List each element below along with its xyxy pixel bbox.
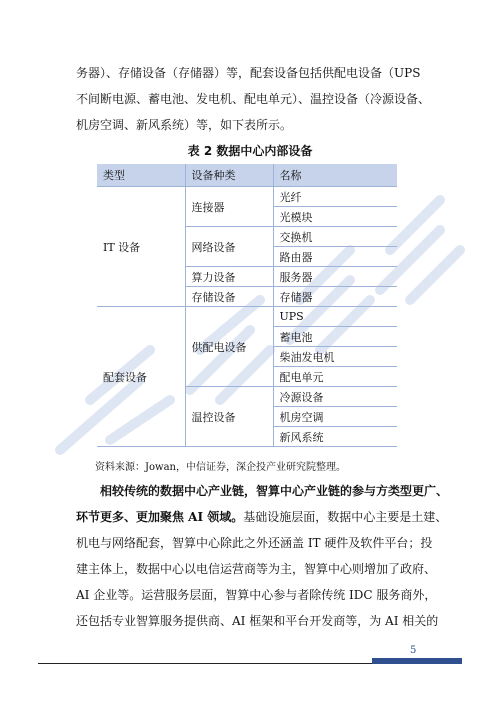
name-cell: 存储器 <box>273 287 397 307</box>
body-line: AI 企业等。运营服务层面，智算中心参与者除传统 IDC 服务商外， <box>76 588 437 602</box>
body-line: 建主体上，数据中心以电信运营商等为主，智算中心则增加了政府、 <box>76 562 437 576</box>
table-source-note: 资料来源：Jowan，中信证券，深企投产业研究院整理。 <box>95 462 346 473</box>
name-cell: 柴油发电机 <box>273 347 397 367</box>
body-bold-line: 相较传统的数据中心产业链，智算中心产业链的参与方类型更广、 <box>100 484 449 498</box>
body-line-rest: 基础设施层面，数据中心主要是土建、 <box>243 510 448 524</box>
table-caption: 表 2 数据中心内部设备 <box>187 144 313 158</box>
table-header-row <box>97 164 397 187</box>
table-row <box>97 187 397 207</box>
name-cell: UPS <box>273 307 397 327</box>
intro-line: 务器）、存储设备（存储器）等，配套设备包括供配电设备（UPS <box>76 66 421 80</box>
body-line <box>76 504 448 530</box>
name-cell: 光纤 <box>273 187 397 207</box>
name-cell: 路由器 <box>273 247 397 267</box>
intro-paragraph <box>76 60 431 138</box>
name-cell: 新风系统 <box>273 427 397 447</box>
body-line: 机电与网络配套，智算中心除此之外还涵盖 IT 硬件及软件平台；投 <box>76 536 433 550</box>
category-cell: 温控设备 <box>185 387 273 447</box>
name-cell: 交换机 <box>273 227 397 247</box>
category-cell: 存储设备 <box>185 287 273 307</box>
type-cell: IT 设备 <box>97 187 185 307</box>
category-cell: 连接器 <box>185 187 273 227</box>
name-cell: 服务器 <box>273 267 397 287</box>
name-cell: 光模块 <box>273 207 397 227</box>
header-category: 设备种类 <box>185 164 273 187</box>
equipment-table <box>97 164 397 447</box>
body-paragraph <box>76 478 449 634</box>
body-line: 还包括专业智算服务提供商、AI 框架和平台开发商等，为 AI 相关的 <box>76 614 439 628</box>
intro-line: 机房空调、新风系统）等，如下表所示。 <box>76 118 293 132</box>
category-cell: 供配电设备 <box>185 307 273 387</box>
table-row <box>97 307 397 327</box>
name-cell: 蓄电池 <box>273 327 397 347</box>
page-number: 5 <box>410 645 417 656</box>
footer-accent-bar <box>372 658 462 664</box>
intro-line: 不间断电源、蓄电池、发电机、配电单元）、温控设备（冷源设备、 <box>76 92 431 106</box>
name-cell: 冷源设备 <box>273 387 397 407</box>
name-cell: 机房空调 <box>273 407 397 427</box>
type-cell: 配套设备 <box>97 307 185 447</box>
category-cell: 算力设备 <box>185 267 273 287</box>
name-cell: 配电单元 <box>273 367 397 387</box>
category-cell: 网络设备 <box>185 227 273 267</box>
body-bold-line: 环节更多、更加聚焦 AI 领域。 <box>76 510 244 524</box>
header-type: 类型 <box>97 164 185 187</box>
header-name: 名称 <box>273 164 397 187</box>
